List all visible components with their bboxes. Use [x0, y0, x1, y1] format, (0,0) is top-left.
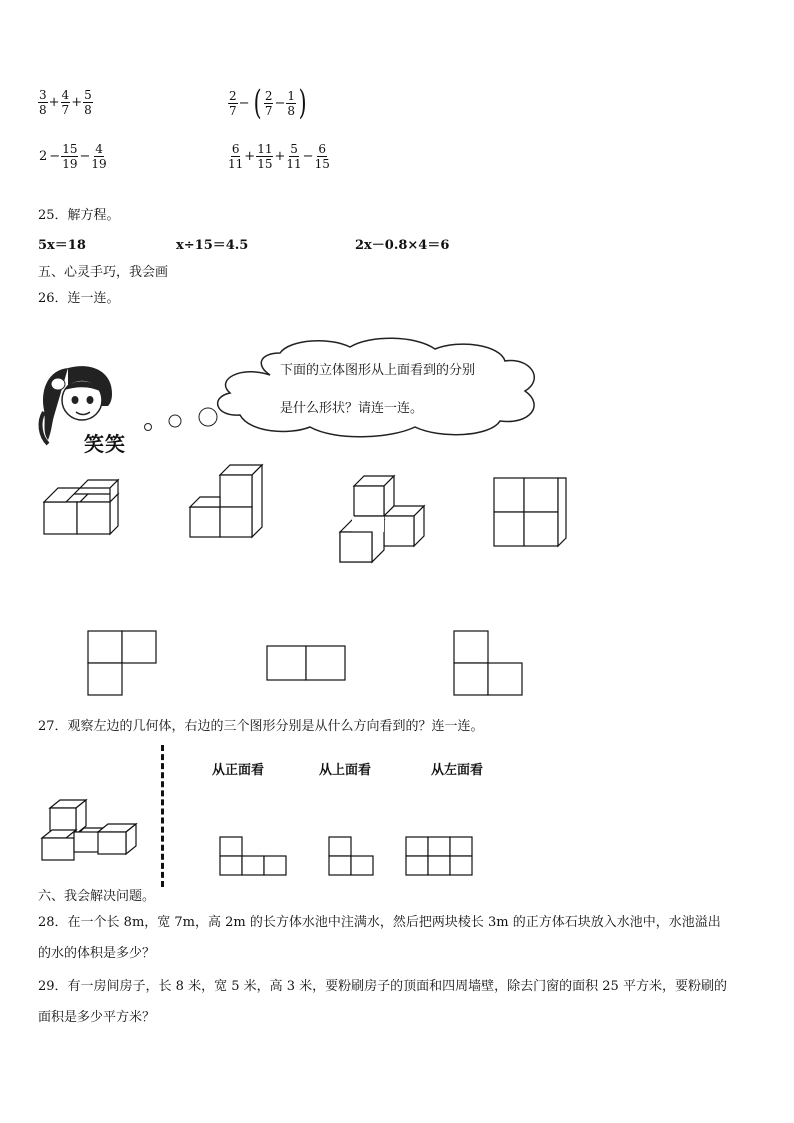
- fraction: $\frac{5}{8}$: [84, 88, 92, 117]
- equation-1: 5x＝18: [38, 238, 86, 253]
- label-front-view: 从正面看: [212, 763, 265, 778]
- fraction: $\frac{2}{7}$: [229, 88, 237, 118]
- operator: −: [238, 95, 250, 111]
- right-paren: ): [298, 83, 307, 123]
- operator: +: [274, 149, 286, 164]
- bubble-text-line-1: 下面的立体图形从上面看到的分别: [280, 363, 476, 378]
- operator: +: [71, 95, 83, 110]
- view-shape-2: [328, 836, 376, 878]
- question-28-line-2: 的水的体积是多少？: [38, 946, 156, 961]
- fraction: $\frac{4}{19}$: [91, 142, 107, 171]
- question-28-line-1: 28．在一个长 8m，宽 7m，高 2m 的长方体水池中注满水，然后把两块棱长 3m 的正方体石块放入水池中，水池溢出: [38, 915, 721, 930]
- label-top-view: 从上面看: [319, 763, 372, 778]
- equation-2: x÷15＝4.5: [176, 238, 249, 253]
- fraction: $\frac{2}{7}$: [264, 88, 273, 118]
- fraction: $\frac{3}{8}$: [39, 88, 47, 117]
- question-29-line-2: 面积是多少平方米？: [38, 1010, 156, 1025]
- dashed-divider: [161, 745, 164, 887]
- integer: 2: [39, 149, 48, 164]
- fraction: $\frac{4}{7}$: [61, 88, 70, 117]
- operator: −: [79, 149, 91, 164]
- bubble-text-line-2: 是什么形状？请连一连。: [280, 401, 424, 416]
- fraction: $\frac{1}{8}$: [287, 88, 295, 118]
- top-view-1: [87, 630, 159, 696]
- operator: +: [48, 95, 60, 110]
- q27-solid: [40, 798, 140, 862]
- fraction: $\frac{15}{19}$: [62, 142, 78, 171]
- solid-figure-1: [40, 480, 130, 545]
- label-left-view: 从左面看: [431, 763, 484, 778]
- top-view-3: [453, 630, 525, 696]
- equation-3: 2x－0.8×4＝6: [355, 238, 450, 253]
- fraction: $\frac{11}{15}$: [257, 142, 273, 171]
- section-6-heading: 六、我会解决问题。: [38, 889, 156, 904]
- question-26-title: 26．连一连。: [38, 291, 120, 306]
- thought-bubble: [130, 335, 550, 445]
- operator: −: [49, 149, 61, 164]
- fraction: $\frac{5}{11}$: [286, 142, 302, 171]
- operator: +: [244, 149, 256, 164]
- question-27-title: 27．观察左边的几何体，右边的三个图形分别是从什么方向看到的？连一连。: [38, 719, 484, 734]
- view-shape-3: [405, 836, 475, 878]
- fraction: $\frac{6}{11}$: [228, 142, 244, 171]
- top-view-2: [266, 645, 348, 683]
- expression-2: [38, 142, 107, 171]
- view-shape-1: [219, 836, 289, 878]
- operator: −: [302, 149, 314, 164]
- question-29-line-1: 29．有一房间房子，长 8 米，宽 5 米，高 3 米，要粉刷房子的顶面和四周墙壁，除去门窗的面积 25 平方米，要粉刷的: [38, 979, 727, 994]
- expression-1: [38, 88, 93, 117]
- solid-figure-2: [188, 465, 268, 545]
- operator: −: [274, 95, 286, 111]
- fraction: $\frac{6}{15}$: [314, 142, 330, 171]
- question-25-title: 25．解方程。: [38, 208, 120, 223]
- girl-name: 笑笑: [84, 432, 126, 456]
- expression-3: [228, 83, 309, 123]
- solid-figure-3: [338, 476, 430, 564]
- left-paren: (: [253, 83, 262, 123]
- expression-4: [228, 142, 330, 171]
- section-5-heading: 五、心灵手巧，我会画: [38, 265, 169, 280]
- solid-figure-4: [492, 476, 572, 548]
